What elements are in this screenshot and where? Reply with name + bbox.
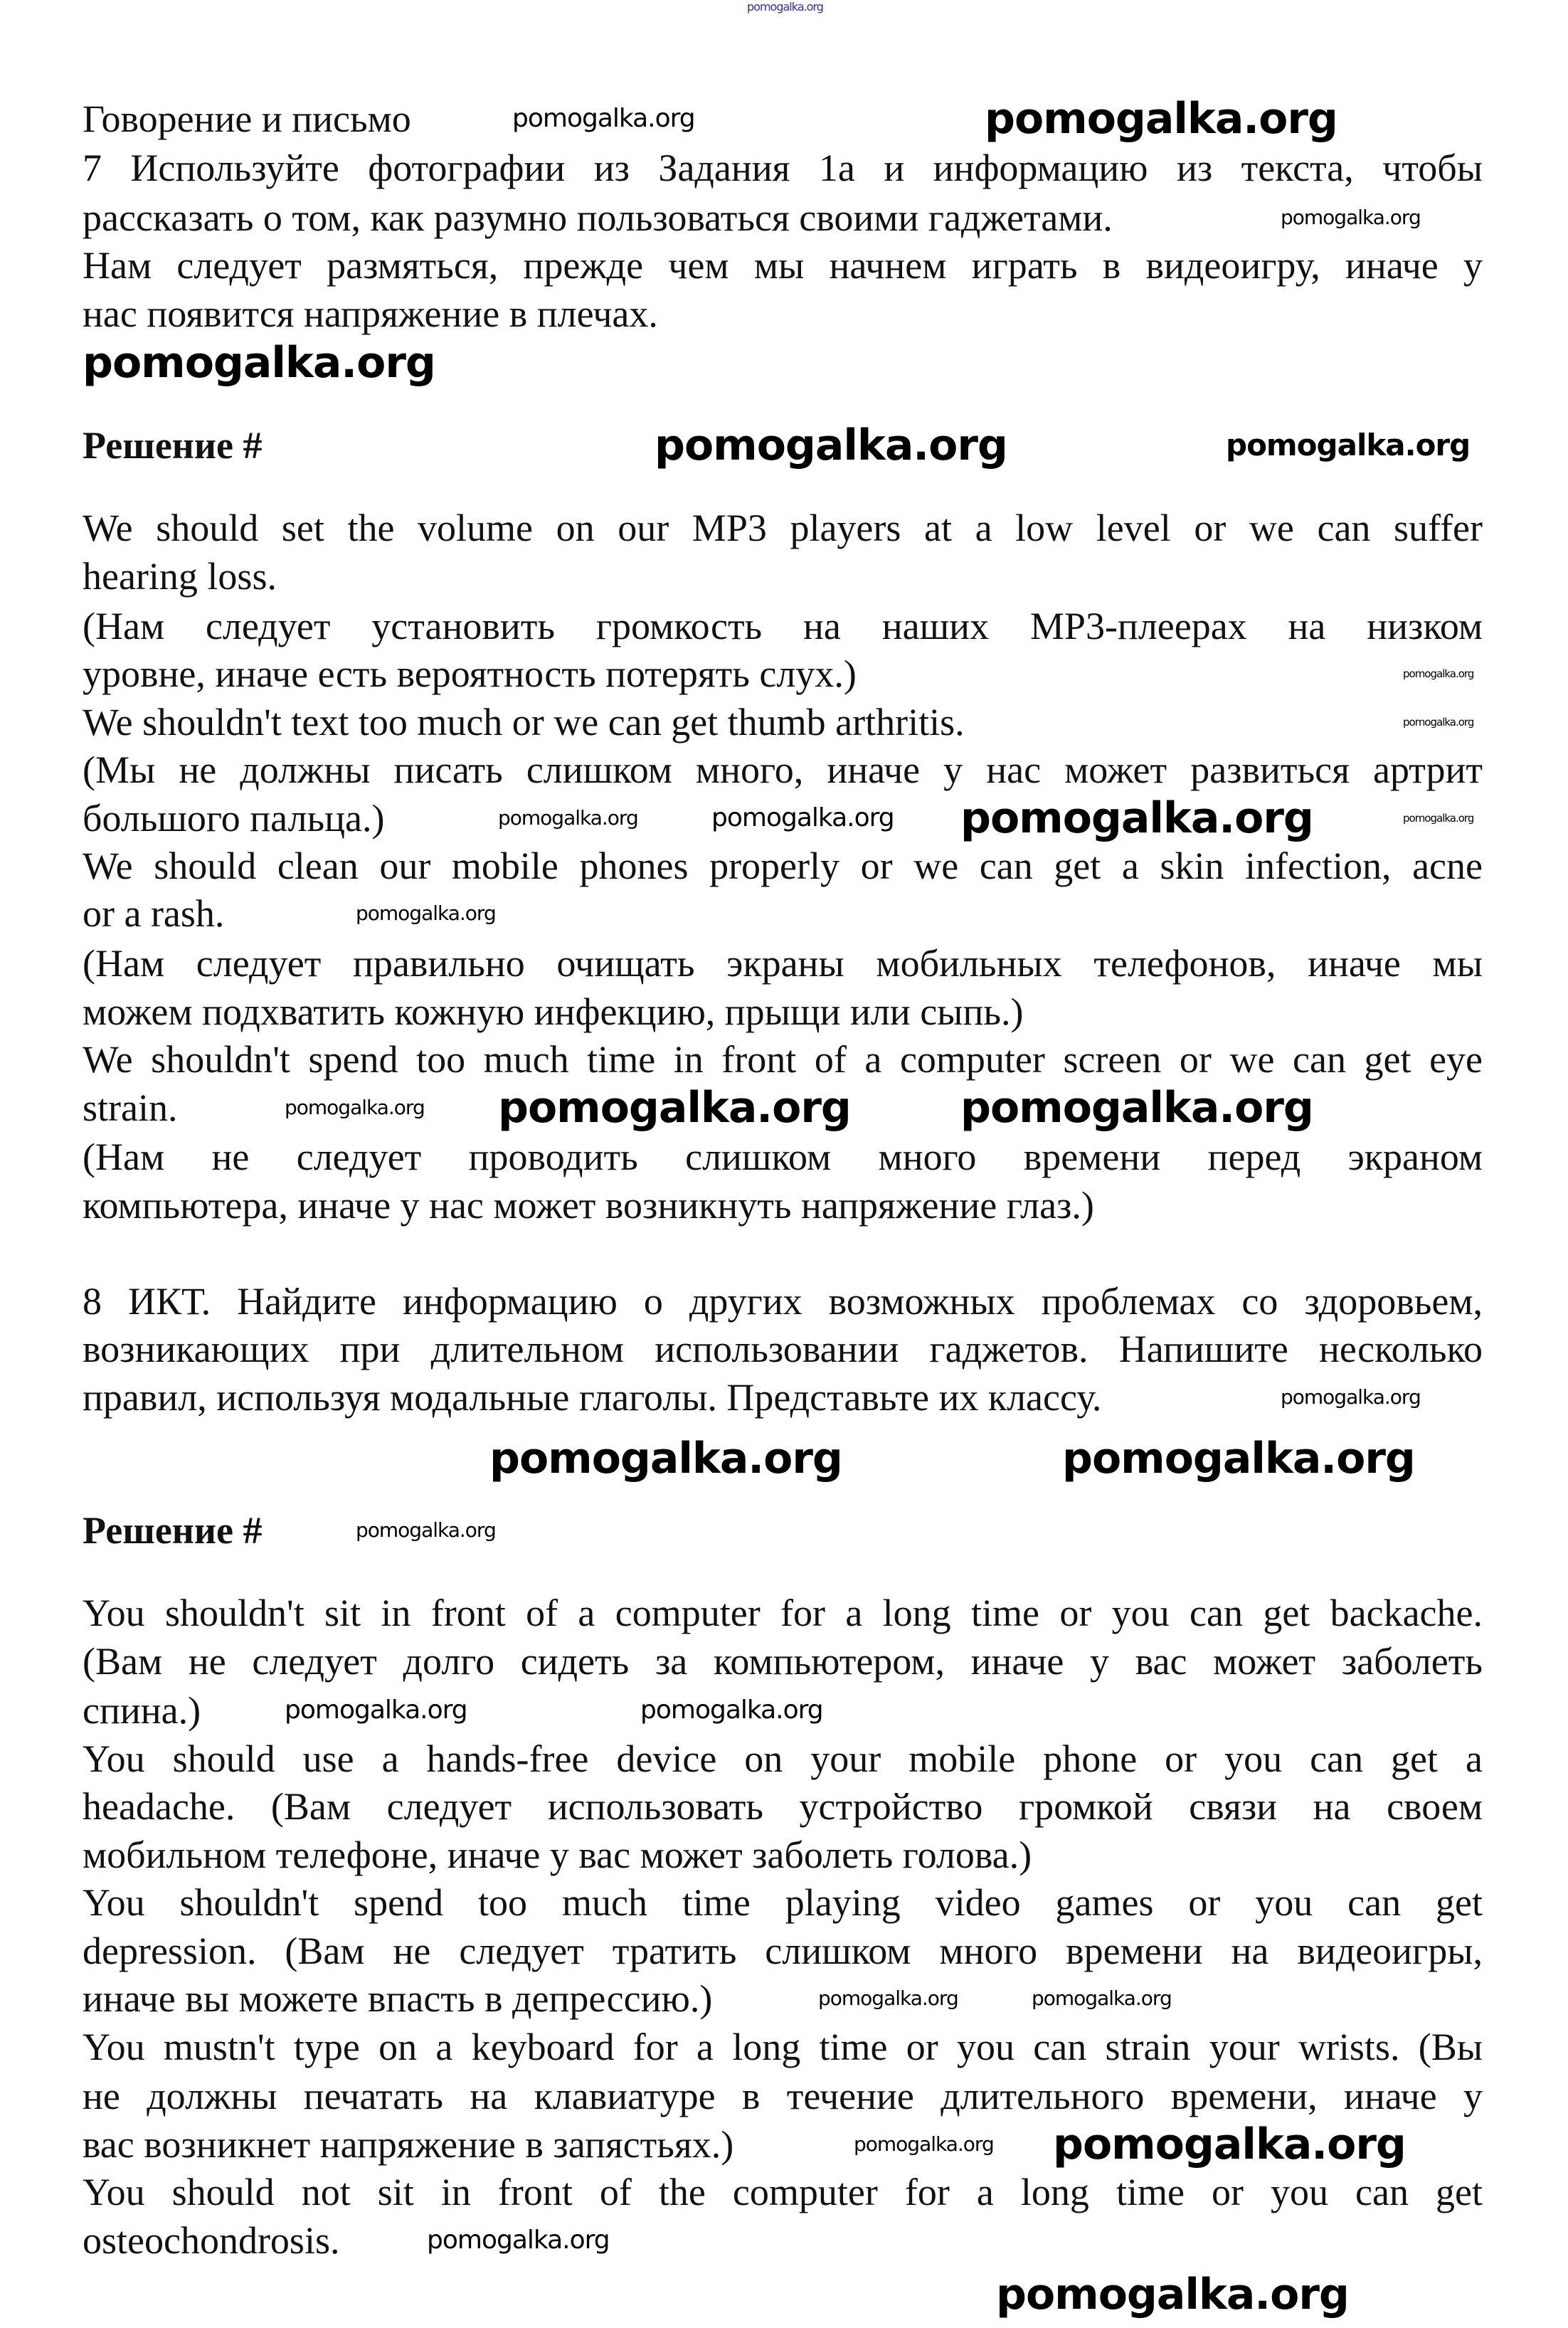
watermark: pomogalka.org bbox=[818, 1986, 958, 2010]
text-line: You mustn't type on a keyboard for a long time or you can strain your wrists. (Вы bbox=[83, 2026, 1483, 2068]
watermark: pomogalka.org bbox=[285, 1096, 425, 1119]
watermark: pomogalka.org bbox=[1281, 206, 1421, 229]
text-line: мобильном телефоне, иначе у вас может заболеть голова.) bbox=[83, 1834, 1032, 1876]
text-row bbox=[83, 1977, 1483, 2020]
text-line: We shouldn't text too much or we can get thumb arthritis. bbox=[83, 701, 965, 744]
text-line: 8 ИКТ. Найдите информацию о других возможных проблемах со здоровьем, bbox=[83, 1280, 1483, 1323]
text-row bbox=[83, 555, 1483, 598]
watermark: pomogalka.org bbox=[356, 901, 496, 925]
text-line: headache. (Вам следует использовать устройство громкой связи на своем bbox=[83, 1785, 1483, 1828]
text-line: (Нам следует правильно очищать экраны мобильных телефонов, иначе мы bbox=[83, 942, 1483, 985]
text-line: (Мы не должны писать слишком много, иначе у нас может развиться артрит bbox=[83, 748, 1483, 791]
text-line: strain. bbox=[83, 1086, 178, 1129]
watermark: pomogalka.org bbox=[960, 793, 1313, 843]
watermark: pomogalka.org bbox=[1062, 1434, 1415, 1483]
text-row bbox=[83, 292, 1483, 335]
watermark: pomogalka.org bbox=[655, 420, 1007, 470]
text-line: возникающих при длительном использовании гаджетов. Напишите несколько bbox=[83, 1328, 1483, 1370]
text-row bbox=[83, 1376, 1483, 1419]
text-row bbox=[83, 2171, 1483, 2213]
text-line: правил, используя модальные глаголы. Представьте их классу. bbox=[83, 1376, 1102, 1419]
text-line: We should set the volume on our MP3 players at a low level or we can suffer bbox=[83, 507, 1483, 549]
text-line: We shouldn't spend too much time in front of a computer screen or we can get eye bbox=[83, 1038, 1483, 1081]
text-line: 7 Используйте фотографии из Задания 1а и информацию из текста, чтобы bbox=[83, 147, 1483, 189]
text-line: компьютера, иначе у нас может возникнуть напряжение глаз.) bbox=[83, 1184, 1094, 1227]
text-line: You should use a hands-free device on your mobile phone or you can get a bbox=[83, 1737, 1483, 1780]
text-row bbox=[83, 990, 1483, 1033]
watermark: pomogalka.org bbox=[854, 2132, 994, 2156]
watermark: pomogalka.org bbox=[996, 2270, 1349, 2319]
text-line: большого пальца.) bbox=[83, 797, 385, 840]
text-line: You shouldn't sit in front of a computer for a long time or you can get backache. bbox=[83, 1592, 1483, 1634]
text-row bbox=[83, 1737, 1483, 1780]
watermark: pomogalka.org bbox=[985, 94, 1337, 144]
text-row bbox=[83, 1640, 1483, 1683]
text-row bbox=[83, 1834, 1483, 1876]
text-line: osteochondrosis. bbox=[83, 2219, 340, 2262]
watermark: pomogalka.org bbox=[1226, 428, 1471, 462]
text-row bbox=[83, 1592, 1483, 1634]
text-line: иначе вы можете впасть в депрессию.) bbox=[83, 1977, 713, 2020]
text-line: можем подхватить кожную инфекцию, прыщи или сыпь.) bbox=[83, 990, 1024, 1033]
watermark: pomogalka.org bbox=[640, 1695, 823, 1725]
text-line: спина.) bbox=[83, 1689, 201, 1732]
text-row bbox=[83, 701, 1483, 744]
text-row bbox=[83, 1038, 1483, 1081]
text-line: Говорение и письмо bbox=[83, 97, 411, 140]
text-line: hearing loss. bbox=[83, 555, 277, 598]
text-line: (Нам не следует проводить слишком много времени перед экраном bbox=[83, 1136, 1483, 1178]
text-row bbox=[83, 605, 1483, 647]
watermark: pomogalka.org bbox=[747, 0, 823, 14]
watermark: pomogalka.org bbox=[960, 1083, 1313, 1133]
watermark: pomogalka.org bbox=[498, 1083, 851, 1133]
text-row bbox=[83, 2026, 1483, 2068]
text-row bbox=[83, 1785, 1483, 1828]
watermark: pomogalka.org bbox=[1032, 1986, 1172, 2010]
text-row bbox=[83, 845, 1483, 887]
text-line: Решение # bbox=[83, 424, 263, 467]
watermark: pomogalka.org bbox=[1281, 1385, 1421, 1409]
watermark: pomogalka.org bbox=[427, 2226, 610, 2255]
watermark: pomogalka.org bbox=[1403, 812, 1474, 825]
text-line: рассказать о том, как разумно пользоваться своими гаджетами. bbox=[83, 196, 1113, 239]
watermark: pomogalka.org bbox=[711, 803, 894, 832]
text-line: (Нам следует установить громкость на наших MP3-плеерах на низком bbox=[83, 605, 1483, 647]
text-line: нас появится напряжение в плечах. bbox=[83, 292, 658, 335]
text-line: вас возникнет напряжение в запястьях.) bbox=[83, 2123, 734, 2166]
text-line: You shouldn't spend too much time playing video games or you can get bbox=[83, 1881, 1483, 1924]
text-line: Нам следует размяться, прежде чем мы начнем играть в видеоигру, иначе у bbox=[83, 244, 1483, 287]
text-line: не должны печатать на клавиатуре в течение длительного времени, иначе у bbox=[83, 2075, 1483, 2117]
watermark: pomogalka.org bbox=[1403, 667, 1474, 680]
text-row bbox=[83, 1184, 1483, 1227]
text-row bbox=[83, 1930, 1483, 1972]
text-line: You should not sit in front of the computer for a long time or you can get bbox=[83, 2171, 1483, 2213]
text-row bbox=[83, 748, 1483, 791]
watermark: pomogalka.org bbox=[356, 1518, 496, 1542]
text-line: (Вам не следует долго сидеть за компьютером, иначе у вас может заболеть bbox=[83, 1640, 1483, 1683]
watermark: pomogalka.org bbox=[498, 806, 638, 830]
text-row bbox=[83, 1881, 1483, 1924]
text-row bbox=[83, 1136, 1483, 1178]
watermark: pomogalka.org bbox=[512, 104, 695, 133]
text-row bbox=[83, 147, 1483, 189]
text-row bbox=[83, 2075, 1483, 2117]
text-row bbox=[83, 507, 1483, 549]
text-line: уровне, иначе есть вероятность потерять слух.) bbox=[83, 652, 857, 695]
text-row bbox=[83, 892, 1483, 935]
watermark: pomogalka.org bbox=[285, 1695, 467, 1725]
text-line: depression. (Вам не следует тратить слишком много времени на видеоигры, bbox=[83, 1930, 1483, 1972]
text-line: or a rash. bbox=[83, 892, 225, 935]
solution-heading bbox=[83, 1509, 1483, 1552]
text-line: We should clean our mobile phones properly or we can get a skin infection, acne bbox=[83, 845, 1483, 887]
text-row bbox=[83, 1280, 1483, 1323]
text-row bbox=[83, 244, 1483, 287]
text-row bbox=[83, 942, 1483, 985]
text-line: Решение # bbox=[83, 1509, 263, 1552]
text-row bbox=[83, 1328, 1483, 1370]
watermark: pomogalka.org bbox=[1403, 716, 1474, 729]
watermark: pomogalka.org bbox=[1053, 2120, 1406, 2169]
text-row bbox=[83, 652, 1483, 695]
watermark: pomogalka.org bbox=[489, 1434, 842, 1483]
text-row bbox=[83, 2219, 1483, 2262]
text-row bbox=[83, 196, 1483, 239]
watermark: pomogalka.org bbox=[83, 338, 435, 388]
